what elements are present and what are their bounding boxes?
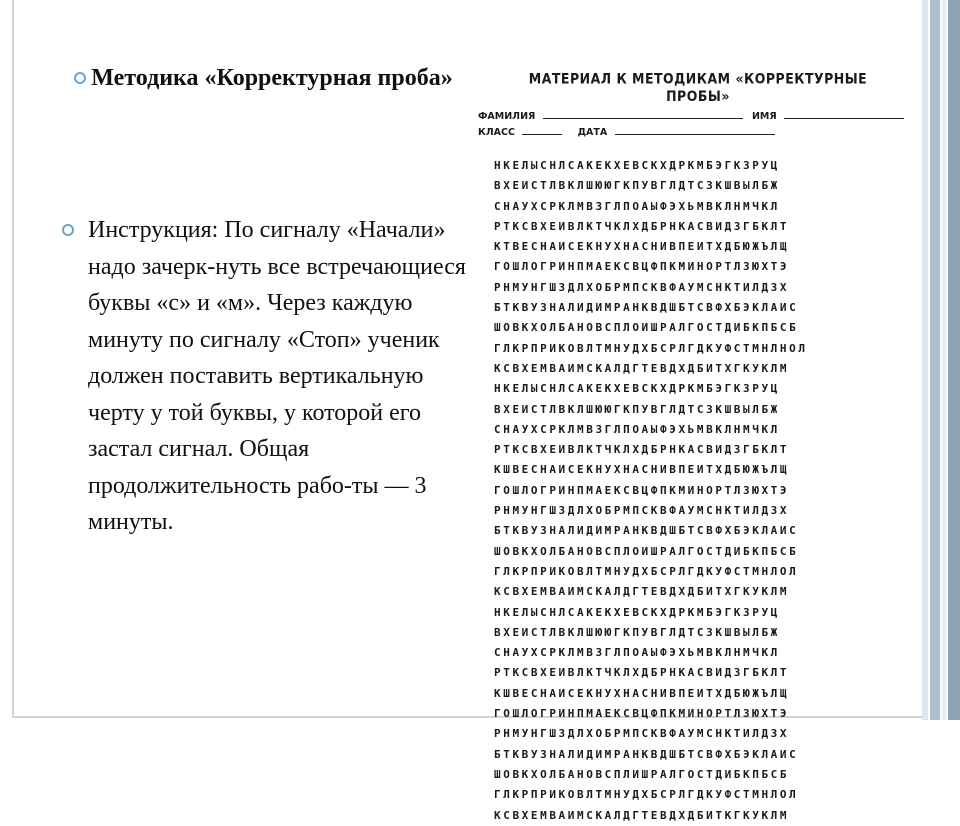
- form-row-surname: [478, 110, 904, 122]
- name-line: [784, 110, 904, 119]
- slide-title: Методика «Корректурная проба»: [91, 65, 453, 91]
- bullet-icon: [62, 224, 74, 236]
- letter-row: КСВХЕМВАИМСКАЛДГТЕВДХДБИТХГКУКЛМ: [494, 585, 790, 599]
- letter-row: РНМУНГШЗДЛХОБРМПСКВФАУМСНКТИЛДЗХ: [494, 280, 790, 294]
- class-label: КЛАСС: [478, 127, 515, 138]
- date-line: [615, 126, 775, 135]
- letter-row: СНАУХСРКЛМВЗГЛПОАЫФЭХЬМВКЛНМЧКЛ: [494, 199, 780, 213]
- letter-row: ВХЕИСТЛВКЛШЮЮГКПУВГЛДТСЗКШВЫЛБЖ: [494, 625, 780, 639]
- surname-line: [543, 110, 743, 119]
- letter-row: РНМУНГШЗДЛХОБРМПСКВФАУМСНКТИЛДЗХ: [494, 504, 790, 518]
- class-line: [522, 126, 562, 135]
- material-header: МАТЕРИАЛ К МЕТОДИКАМ «КОРРЕКТУРНЫЕ ПРОБЫ»: [528, 69, 868, 105]
- letter-row: ШОВКХОЛБАНОВСПЛОИШРАЛГОСТДИБКПБСБ: [494, 544, 799, 558]
- letter-row: СНАУХСРКЛМВЗГЛПОАЫФЭХЬМВКЛНМЧКЛ: [494, 646, 780, 660]
- form-row-class: [478, 126, 775, 138]
- letter-row: ГОШЛОГРИНПМАЕКСВЦФПКМИНОРТЛЗЮХТЭ: [494, 707, 790, 721]
- letter-row: НКЕЛЫСНЛСАКЕКХЕВСКХДРКМБЭГКЗРУЦ: [494, 605, 780, 619]
- letter-row: КШВЕСНАИСЕКНУХНАСНИВПЕИТХДБЮЖЪЛЩ: [494, 686, 790, 700]
- letter-row: РТКСВХЕИВЛКТЧКЛХДБРНКАСВИДЗГБКЛТ: [494, 219, 790, 233]
- letter-row: ВХЕИСТЛВКЛШЮЮГКПУВГЛДТСЗКШВЫЛБЖ: [494, 179, 780, 193]
- letter-row: ВХЕИСТЛВКЛШЮЮГКПУВГЛДТСЗКШВЫЛБЖ: [494, 402, 780, 416]
- bullet-icon: [74, 72, 86, 84]
- letter-row: ШОВКХОЛБАНОВСПЛИШРАЛГОСТДИБКПБСБ: [494, 767, 790, 781]
- letter-row: СНАУХСРКЛМВЗГЛПОАЫФЭХЬМВКЛНМЧКЛ: [494, 422, 780, 436]
- letter-row: ГЛКРПРИКОВЛТМНУДХБСРЛГДКУФСТМНЛОЛ: [494, 564, 799, 578]
- letter-row: ГОШЛОГРИНПМАЕКСВЦФПКМИНОРТЛЗЮХТЭ: [494, 260, 790, 274]
- letter-row: ГЛКРПРИКОВЛТМНУДХБСРЛГДКУФСТМНЛОЛ: [494, 788, 799, 802]
- letter-grid: [494, 156, 904, 826]
- decorative-stripes: [922, 0, 960, 720]
- date-label: ДАТА: [577, 127, 608, 138]
- letter-row: РТКСВХЕИВЛКТЧКЛХДБРНКАСВИДЗГБКЛТ: [494, 443, 790, 457]
- instruction-text: Инструкция: По сигналу «Начали» надо зачерк-нуть все встречающиеся буквы «с» и «м». Через каждую минуту по сигналу «Стоп» ученик должен поставить вертикальную черту у той буквы, у которой его застал сигнал. Общая продолжительность рабо-ты — 3 минуты.: [88, 217, 466, 535]
- letter-row: КСВХЕМВАИМСКАЛДГТЕВДХДБИТХГКУКЛМ: [494, 361, 790, 375]
- name-label: ИМЯ: [751, 111, 777, 122]
- letter-row: КШВЕСНАИСЕКНУХНАСНИВПЕИТХДБЮЖЪЛЩ: [494, 463, 790, 477]
- letter-row: КТВЕСНАИСЕКНУХНАСНИВПЕИТХДБЮЖЪЛЩ: [494, 240, 790, 254]
- letter-row: ГОШЛОГРИНПМАЕКСВЦФПКМИНОРТЛЗЮХТЭ: [494, 483, 790, 497]
- letter-row: БТКВУЗНАЛИДИМРАНКВДШБТСВФХБЭКЛАИС: [494, 301, 799, 315]
- letter-row: БТКВУЗНАЛИДИМРАНКВДШБТСВФХБЭКЛАИС: [494, 524, 799, 538]
- surname-label: ФАМИЛИЯ: [478, 111, 536, 122]
- letter-row: ГЛКРПРИКОВЛТМНУДХБСРЛГДКУФСТМНЛНОЛ: [494, 341, 808, 355]
- letter-row: НКЕЛЫСНЛСАКЕКХЕВСКХДРКМБЭГКЗРУЦ: [494, 159, 780, 172]
- slide-title-block: [72, 58, 472, 98]
- letter-row: КСВХЕМВАИМСКАЛДГТЕВДХДБИТКГКУКЛМ: [494, 808, 790, 822]
- letter-row: РНМУНГШЗДЛХОБРМПСКВФАУМСНКТИЛДЗХ: [494, 727, 790, 741]
- letter-row: БТКВУЗНАЛИДИМРАНКВДШБТСВФХБЭКЛАИС: [494, 747, 799, 761]
- letter-row: ШОВКХОЛБАНОВСПЛОИШРАЛГОСТДИБКПБСБ: [494, 321, 799, 335]
- letter-row: РТКСВХЕИВЛКТЧКЛХДБРНКАСВИДЗГБКЛТ: [494, 666, 790, 680]
- instruction-block: [62, 212, 474, 541]
- letter-row: НКЕЛЫСНЛСАКЕКХЕВСКХДРКМБЭГКЗРУЦ: [494, 382, 780, 396]
- proofreading-material: [478, 66, 918, 822]
